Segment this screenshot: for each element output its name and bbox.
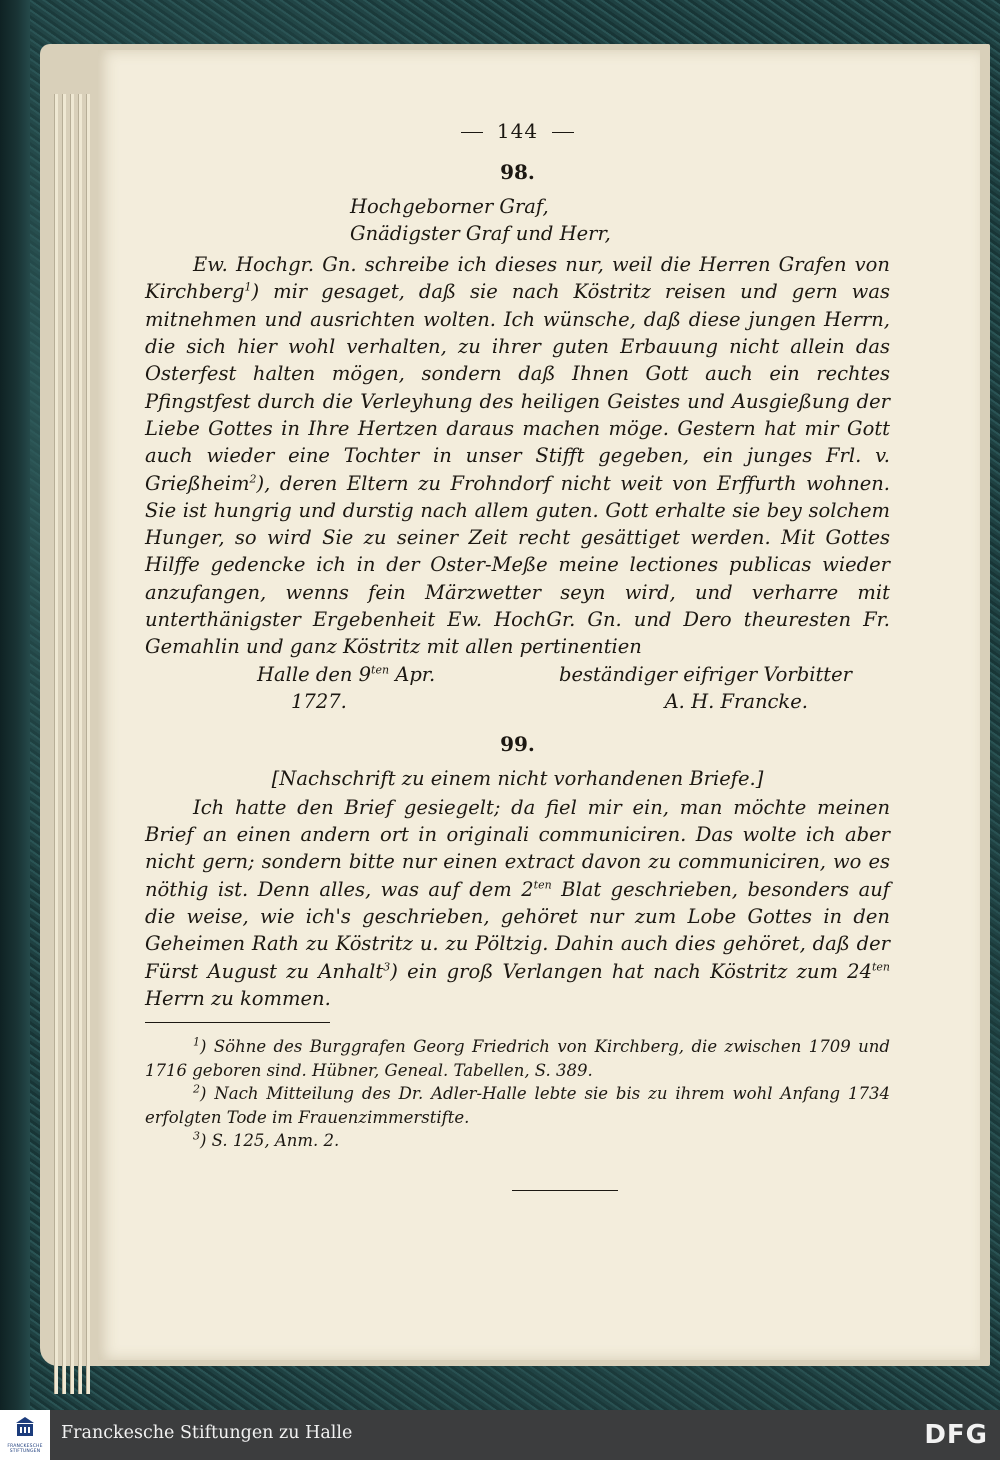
dfg-logo[interactable]: DFG: [924, 1420, 988, 1450]
viewer-footer: [0, 1410, 1000, 1460]
end-divider: [512, 1190, 618, 1191]
signature: A. H. Francke.: [664, 689, 808, 713]
body-text: Ew. Hochgr. Gn. schreibe ich dieses nur, weil die Herren Grafen von Kirchberg: [145, 253, 890, 304]
logo-caption: [2, 1444, 48, 1454]
body-text: ) ein groß Verlangen hat nach Köstritz zum 24: [390, 959, 872, 983]
place-date-text: Halle den 9: [257, 662, 372, 686]
book-spine: [0, 0, 30, 1410]
page-edge: [70, 94, 74, 1394]
footnote-ref: 3: [383, 960, 391, 974]
superscript: ten: [371, 663, 390, 677]
body-text: Ich hatte den Brief gesiegelt; da fiel mir ein, man möchte meinen Brief an einen andern ort in originali communiciren. Das wolte ich aber nicht gern; sondern bitte nur einen extract davon zu communiciren, wo es nöthig ist. Denn alles, was auf dem 2: [145, 795, 890, 901]
footnote-mark: 1: [193, 1035, 200, 1049]
letter-number-99: 99.: [500, 732, 535, 757]
superscript: ten: [872, 960, 891, 974]
logo-caption-line: FRANCKESCHE: [7, 1444, 43, 1449]
footnote-text: ) Nach Mitteilung des Dr. Adler-Halle lebte sie bis zu ihrem wohl Anfang 1734 erfolgten Tode im Frauenzimmerstifte.: [145, 1084, 890, 1127]
place-date: [145, 661, 435, 688]
salutation-line-2: Gnädigster Graf und Herr,: [350, 221, 611, 245]
signature-row-2: [145, 688, 890, 715]
building-icon: [14, 1416, 36, 1438]
year: 1727.: [291, 689, 347, 713]
body-text: Herrn zu kommen.: [145, 986, 331, 1010]
logo-caption-line: STIFTUNGEN: [9, 1449, 41, 1454]
page-edge: [86, 94, 90, 1394]
header-dash: [461, 132, 483, 133]
salutation-line-1: Hochgeborner Graf,: [350, 194, 549, 218]
body-text: ), deren Eltern zu Frohndorf nicht weit von Erffurth wohnen. Sie ist hungrig und durstig nach allem guten. Gott erhalte sie bey solchem Hunger, so wird Sie zu seiner Zeit recht gesättiget werden. Mit Gottes Hilffe gedencke ich in der Oster-Meße meine lectiones publicas wieder anzufangen, wenns fein Märzwetter seyn wird, und verharre mit unterthänigster Ergebenheit Ew. HochGr. Gn. und Dero theuresten Fr. Gemahlin und ganz Köstritz mit allen pertinentien: [145, 471, 890, 659]
page-edge: [54, 94, 58, 1394]
body-text: ) mir gesaget, daß sie nach Köstritz reisen und gern was mitnehmen und ausrichten wolten. Ich wünsche, daß diese jungen Herrn, die sich hier wohl verhalten, zu ihrer guten Erbauung nicht allein das Osterfest halten mögen, sondern daß Ihnen Gott auch ein rechtes Pfingstfest durch die Verleyhung des heiligen Geistes und Ausgießung der Liebe Gottes in Ihre Hertzen daraus machen möge. Gestern hat mir Gott auch wieder eine Tochter in unser Stifft gegeben, ein junges Frl. v. Grießheim: [145, 280, 890, 495]
page-header: [145, 118, 890, 145]
footnote-divider: [145, 1022, 330, 1023]
footnote: [145, 1082, 890, 1129]
institution-logo[interactable]: [0, 1410, 50, 1460]
page-edge: [78, 94, 82, 1394]
letter-99-body: [145, 794, 890, 1012]
body-text: Blat geschrieben, besonders auf die weise, wie ich's geschrieben, gehöret nur zum Lobe Gottes in den Geheimen Rath zu Köstritz u. zu Pöltzig. Dahin auch dies gehöret, daß der Fürst August zu Anhalt: [145, 877, 890, 983]
footnote-mark: 3: [193, 1129, 200, 1143]
superscript: ten: [533, 878, 552, 892]
letter-98-body: [145, 251, 890, 660]
footnote: [145, 1035, 890, 1082]
footnote-mark: 2: [193, 1082, 200, 1096]
footnote-text: ) Söhne des Burggrafen Georg Friedrich von Kirchberg, die zwischen 1709 und 1716 geboren sind. Hübner, Geneal. Tabellen, S. 389.: [145, 1037, 890, 1080]
header-dash: [552, 132, 574, 133]
page-edge: [62, 94, 66, 1394]
footnotes: [145, 1035, 890, 1153]
page-number: 144: [496, 119, 539, 143]
letter-number-98: 98.: [500, 160, 535, 185]
page-text: [145, 118, 890, 1153]
footnote-ref: 2: [249, 472, 257, 486]
footnote: [145, 1129, 890, 1153]
signature-row-1: [145, 661, 890, 688]
footnote-ref: 1: [244, 280, 252, 294]
footer-title[interactable]: Franckesche Stiftungen zu Halle: [61, 1423, 353, 1443]
footnote-text: ) S. 125, Anm. 2.: [200, 1131, 340, 1151]
closing-formula: beständiger eifriger Vorbitter: [558, 662, 852, 686]
place-date-text: Apr.: [389, 662, 436, 686]
letter-99-title: [Nachschrift zu einem nicht vorhandenen Briefe.]: [271, 766, 764, 790]
